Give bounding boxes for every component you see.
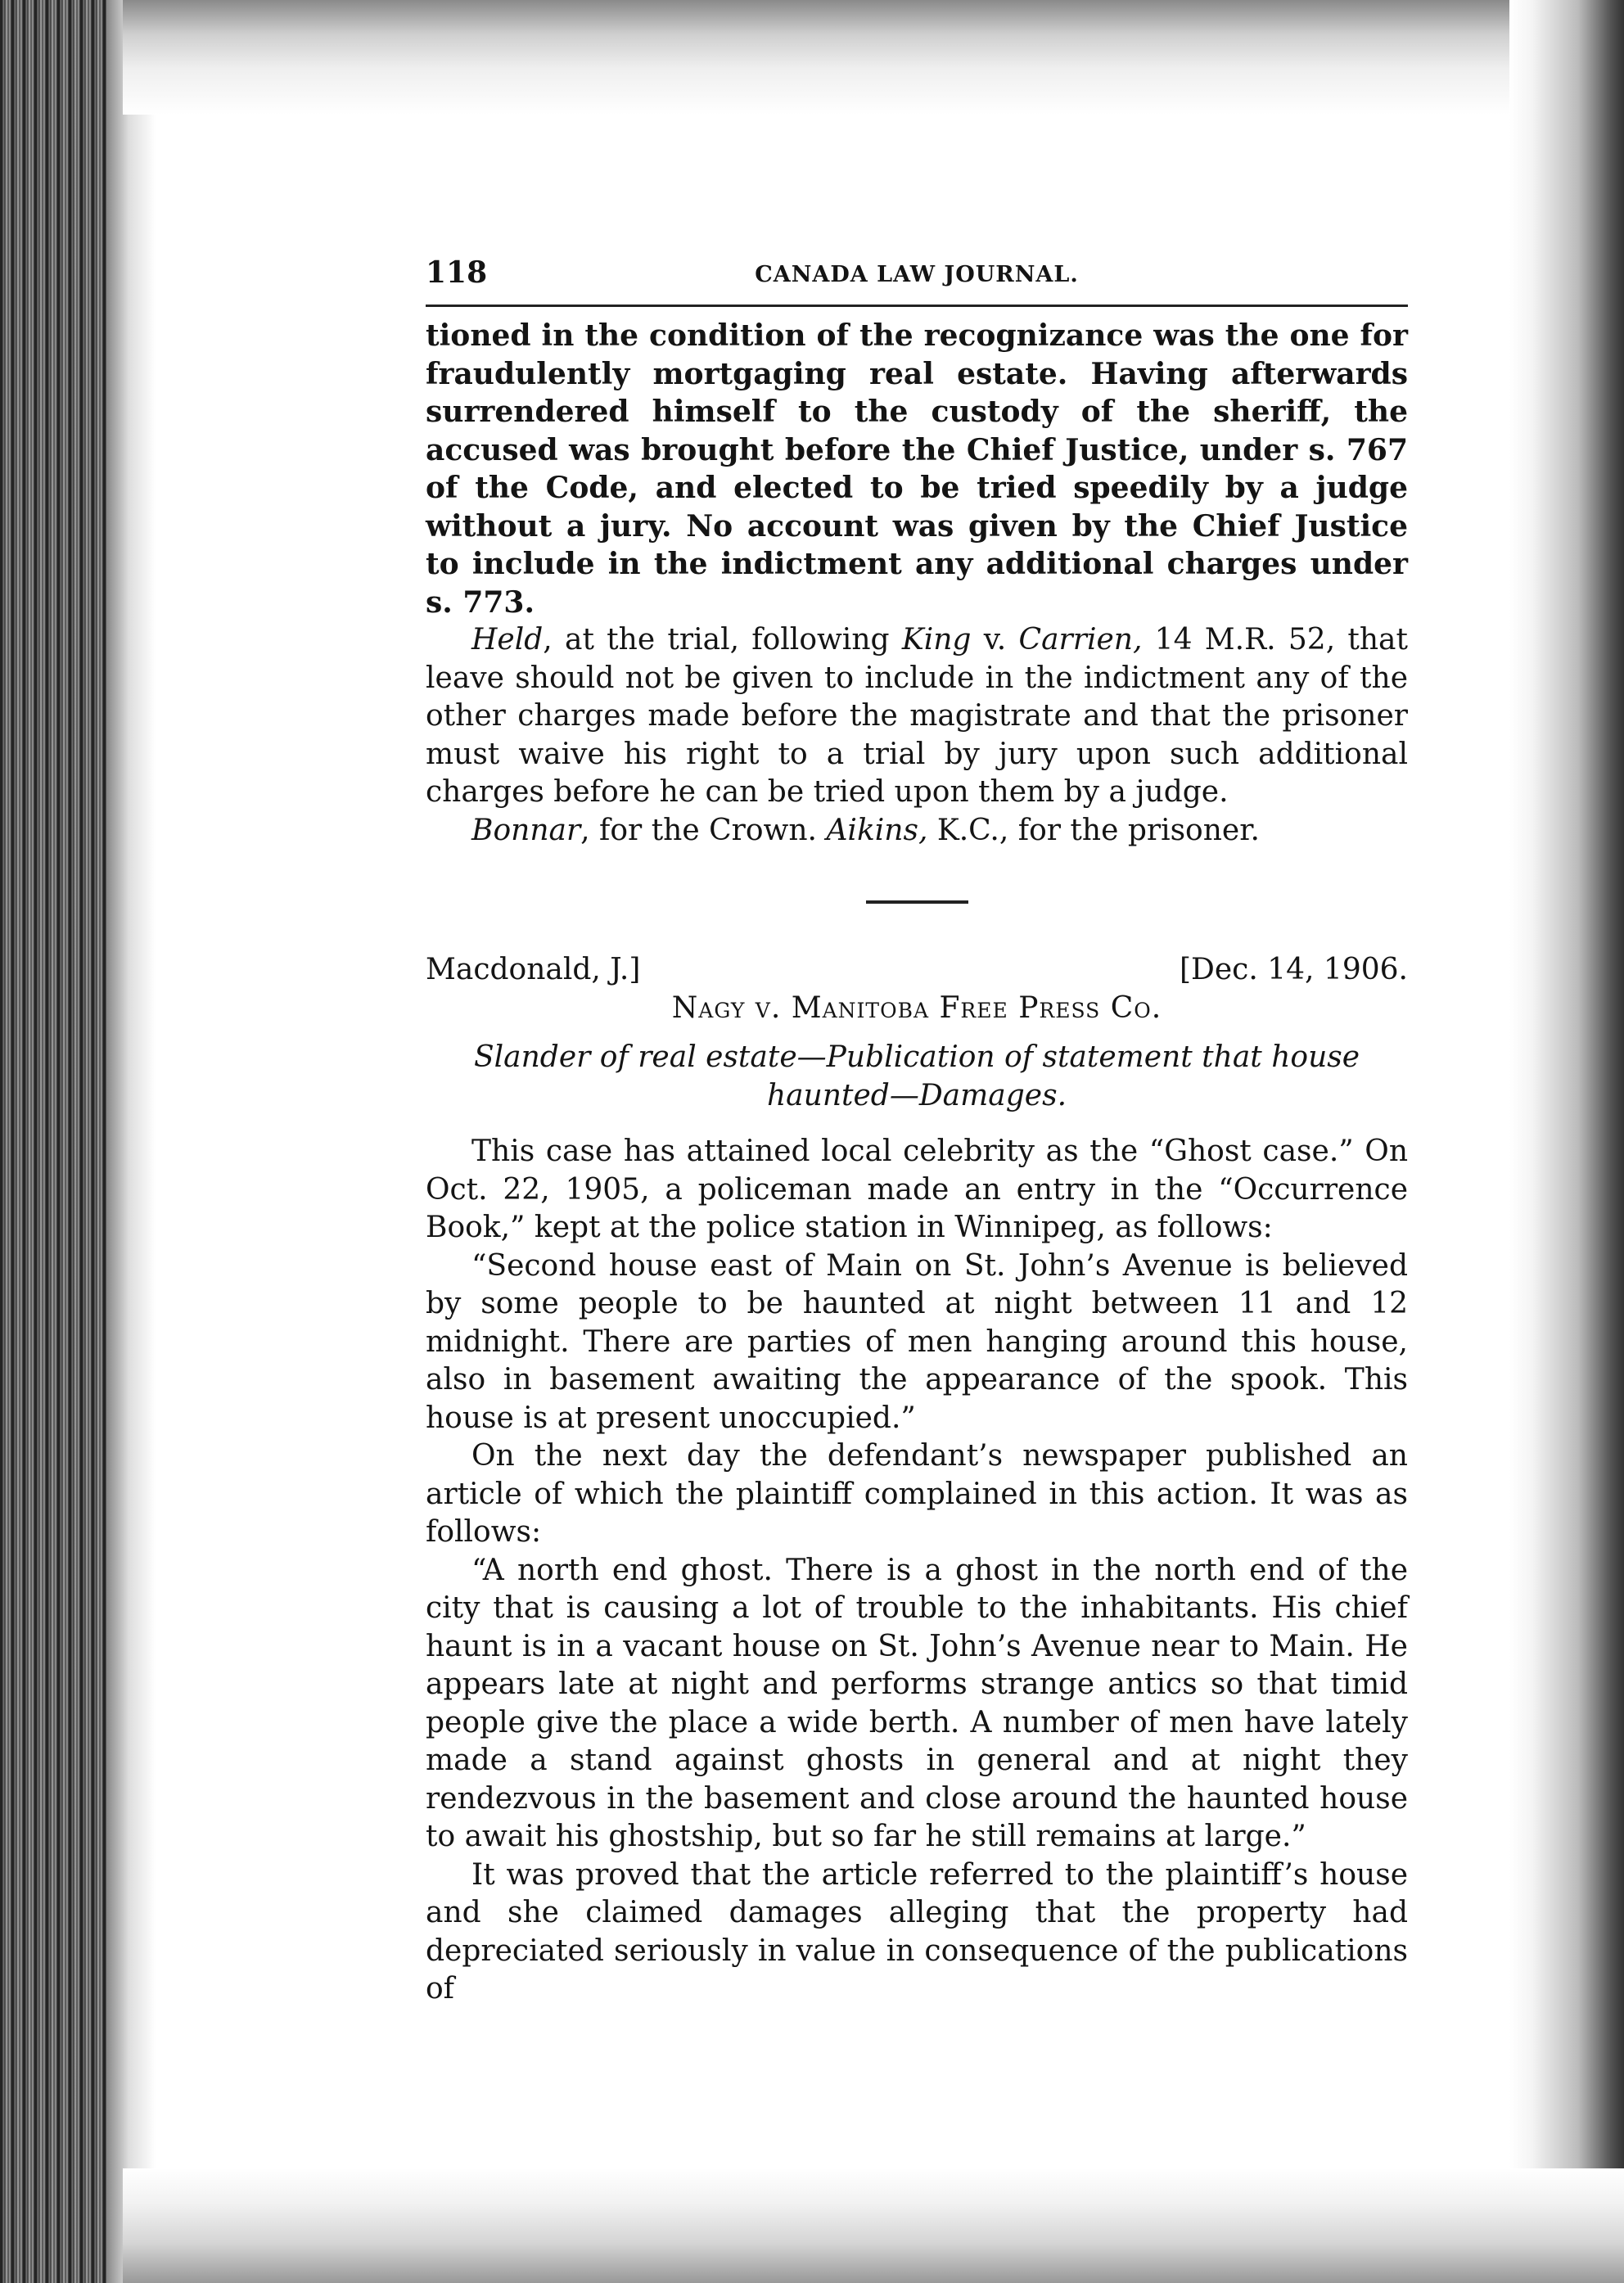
body-paragraph: “A north end ghost. There is a ghost in the north end of the city that is causing a lot of trouble to the inhabitants. His chief haunt is in a vacant house on St. John’s Avenue near to Main. He appears late at night and performs strange antics so that timid people give the place a wide berth. A number of men have lately made a stand against ghosts in general and at night they rendezvous in the basement and close around the haunted house to await his ghostship, but so far he still remains at large.”: [426, 1553, 1408, 1853]
case-party-1: King: [901, 623, 972, 656]
counsel-paragraph: [426, 812, 1408, 850]
page-number: 118: [426, 255, 488, 290]
book-spine-shadow: [0, 0, 123, 2283]
section-divider: [866, 900, 968, 904]
page-bottom-edge: [123, 2168, 1624, 2283]
body-paragraph: This case has attained local celebrity as the “Ghost case.” On Oct. 22, 1905, a policeman made an entry in the “Occurrence Book,” kept at the police station in Winnipeg, as follows:: [426, 1135, 1408, 1244]
headnote: Slander of real estate—Publication of statement that house haunted—Damages.: [473, 1040, 1360, 1112]
held-paragraph: [426, 621, 1408, 812]
body-paragraph: It was proved that the article referred to the plaintiff’s house and she claimed damages alleging that the property had depreciated seriously in value in consequence of the publications of: [426, 1857, 1408, 2006]
gutter-shadow: [106, 0, 156, 2283]
held-text-1: , at the trial, following: [543, 623, 902, 656]
body-paragraph: “Second house east of Main on St. John’s Avenue is believed by some people to be haunted at night between 11 and 12 midnight. There are parties of men hanging around this house, also in basement awaiting the appearance of the spook. This house is at present unoccupied.”: [426, 1248, 1408, 1435]
held-text-2: 14 M.R. 52, that leave should not be given to include in the indictment any of the other charges made before the magistrate and that the prisoner must waive his right to a trial by jury upon such additional charges before he can be tried upon them by a judge.: [426, 623, 1408, 809]
body-paragraph: On the next day the defendant’s newspaper published an article of which the plaintiff complained in this action. It was as follows:: [426, 1439, 1408, 1549]
held-word: Held: [471, 623, 544, 656]
judge-name: Macdonald, J.]: [426, 953, 641, 986]
prisoner-text: K.C., for the prisoner.: [927, 813, 1260, 847]
page-top-edge: [123, 0, 1624, 115]
prisoner-counsel: Aikins,: [826, 813, 928, 847]
court-line: [426, 951, 1408, 990]
decision-date: [Dec. 14, 1906.: [1179, 953, 1408, 986]
versus: v.: [971, 623, 1019, 656]
crown-text: , for the Crown.: [580, 813, 827, 847]
running-head: CANADA LAW JOURNAL.: [755, 262, 1079, 287]
crown-counsel: Bonnar: [471, 813, 581, 847]
page-right-edge: [1509, 0, 1624, 2283]
case-title: Nagy v. Manitoba Free Press Co.: [671, 990, 1162, 1025]
page-header: [426, 254, 1408, 298]
journal-page: [426, 254, 1408, 2009]
case-party-2: Carrien,: [1018, 623, 1143, 656]
header-rule: [426, 305, 1408, 307]
continued-paragraph: tioned in the condition of the recognizance was the one for fraudulently mortgaging real estate. Having afterwards surrendered himself to the custody of the sheriff, the accused was brought before the Chief Justice, under s. 767 of the Code, and elected to be tried speedily by a judge without a jury. No account was given by the Chief Justice to include in the indictment any additional charges under s. 773.: [426, 318, 1408, 620]
